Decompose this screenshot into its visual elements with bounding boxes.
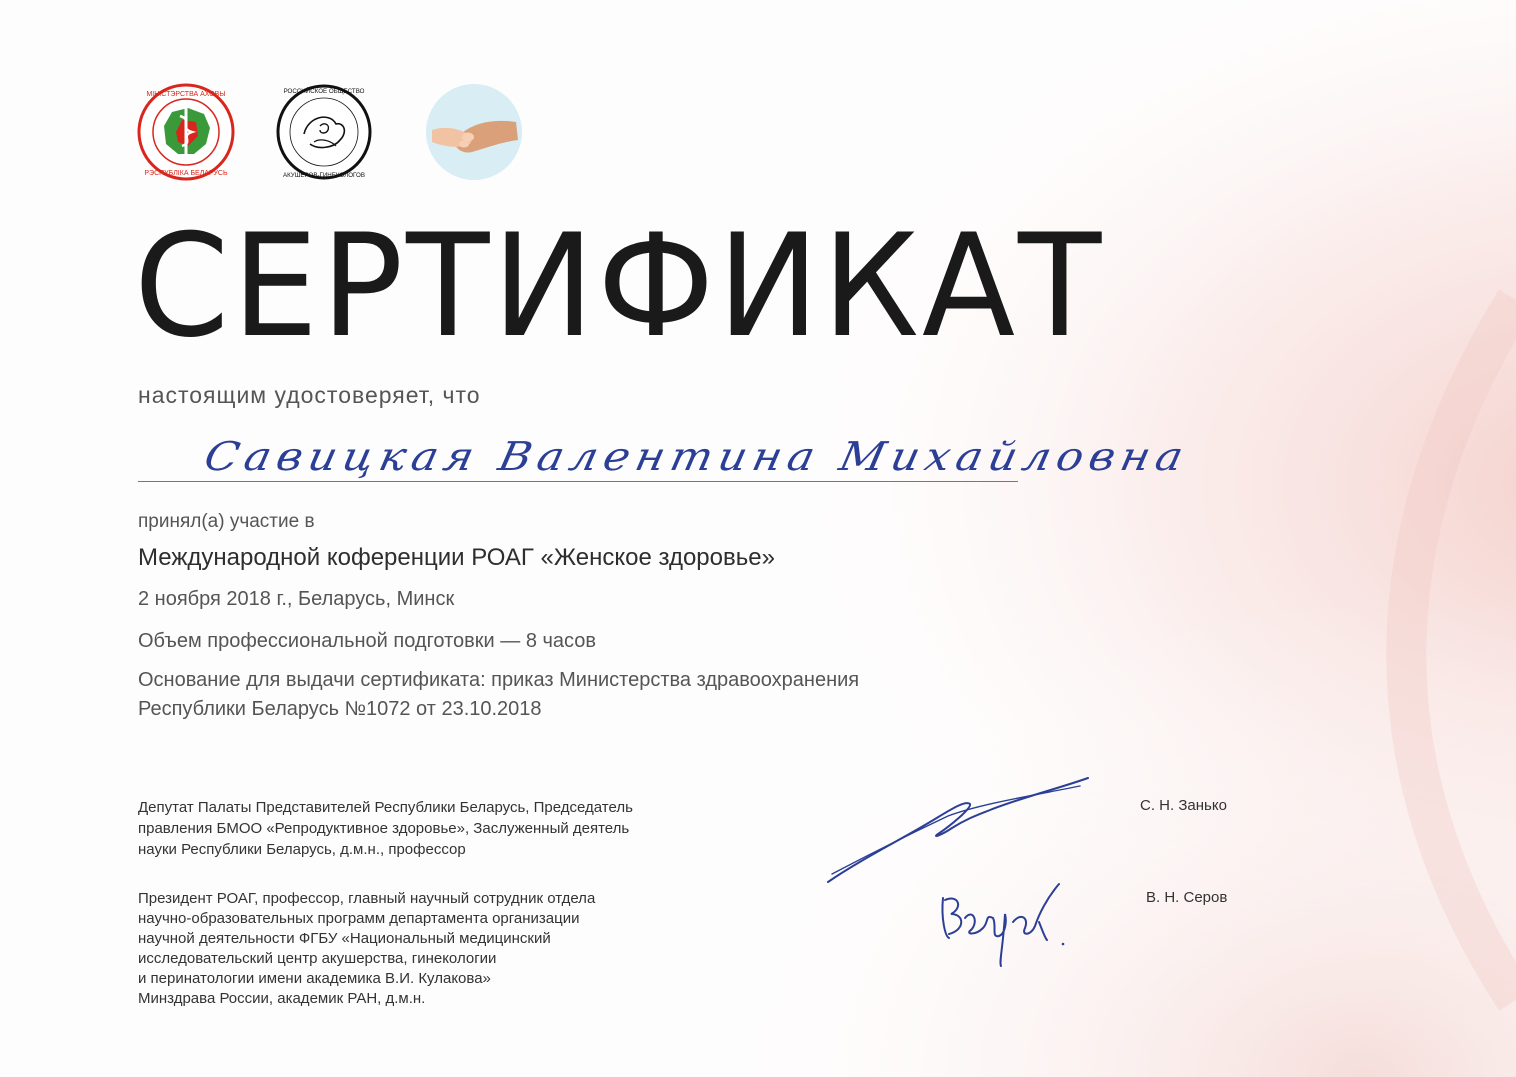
signature-serov (935, 878, 1075, 970)
signatory-1-name: С. Н. Занько (1140, 797, 1227, 814)
recipient-name: Савицкая Валентина Михайловна (200, 434, 1194, 480)
signatory-2-line: исследовательский центр акушерства, гинекологии (138, 950, 497, 967)
signatory-2-line: Минздрава России, академик РАН, д.м.н. (138, 990, 426, 1007)
svg-text:РЭСПУБЛІКА БЕЛАРУСЬ: РЭСПУБЛІКА БЕЛАРУСЬ (144, 170, 228, 177)
svg-text:РОССИЙСКОЕ ОБЩЕСТВО: РОССИЙСКОЕ ОБЩЕСТВО (283, 88, 365, 95)
event-date-place: 2 ноября 2018 г., Беларусь, Минск (138, 588, 455, 610)
name-underline (138, 481, 1018, 482)
training-volume: Объем профессиональной подготовки — 8 часов (138, 630, 597, 652)
certifies-text: настоящим удостоверяет, что (138, 382, 481, 408)
participated-text: принял(а) участие в (138, 511, 315, 532)
svg-text:АКУШЕРОВ-ГИНЕКОЛОГОВ: АКУШЕРОВ-ГИНЕКОЛОГОВ (282, 172, 366, 179)
issue-basis-line-1: Основание для выдачи сертификата: приказ Министерства здравоохранения (138, 669, 860, 691)
svg-text:МІНІСТЭРСТВА АХОВЫ: МІНІСТЭРСТВА АХОВЫ (146, 91, 226, 98)
signatory-1-line: науки Республики Беларусь, д.м.н., профессор (138, 841, 466, 858)
signatory-2-line: научно-образовательных программ департамента организации (138, 910, 580, 927)
event-title: Международной коференции РОАГ «Женское здоровье» (138, 544, 775, 571)
hands-logo (424, 82, 524, 182)
signatory-2-line: и перинатологии имени академика В.И. Кулакова» (138, 970, 491, 987)
russian-obstetricians-society-logo (274, 82, 374, 182)
ministry-of-health-belarus-logo (136, 82, 236, 182)
signatory-2-name: В. Н. Серов (1146, 889, 1228, 906)
signatory-2-position (138, 889, 595, 1009)
logo-row (136, 82, 536, 182)
signatory-1-line: Депутат Палаты Представителей Республики Беларусь, Председатель (138, 799, 633, 816)
certificate-title: СЕРТИФИКАТ (134, 204, 1105, 369)
signatory-1-line: правления БМОО «Репродуктивное здоровье», Заслуженный деятель (138, 820, 630, 837)
signatory-2-line: научной деятельности ФГБУ «Национальный медицинский (138, 930, 551, 947)
signatory-1-position (138, 797, 633, 860)
issue-basis-line-2: Республики Беларусь №1072 от 23.10.2018 (138, 698, 542, 720)
signatory-2-line: Президент РОАГ, профессор, главный научный сотрудник отдела (138, 890, 596, 907)
issue-basis (138, 666, 859, 724)
signature-zanko (820, 770, 1100, 890)
